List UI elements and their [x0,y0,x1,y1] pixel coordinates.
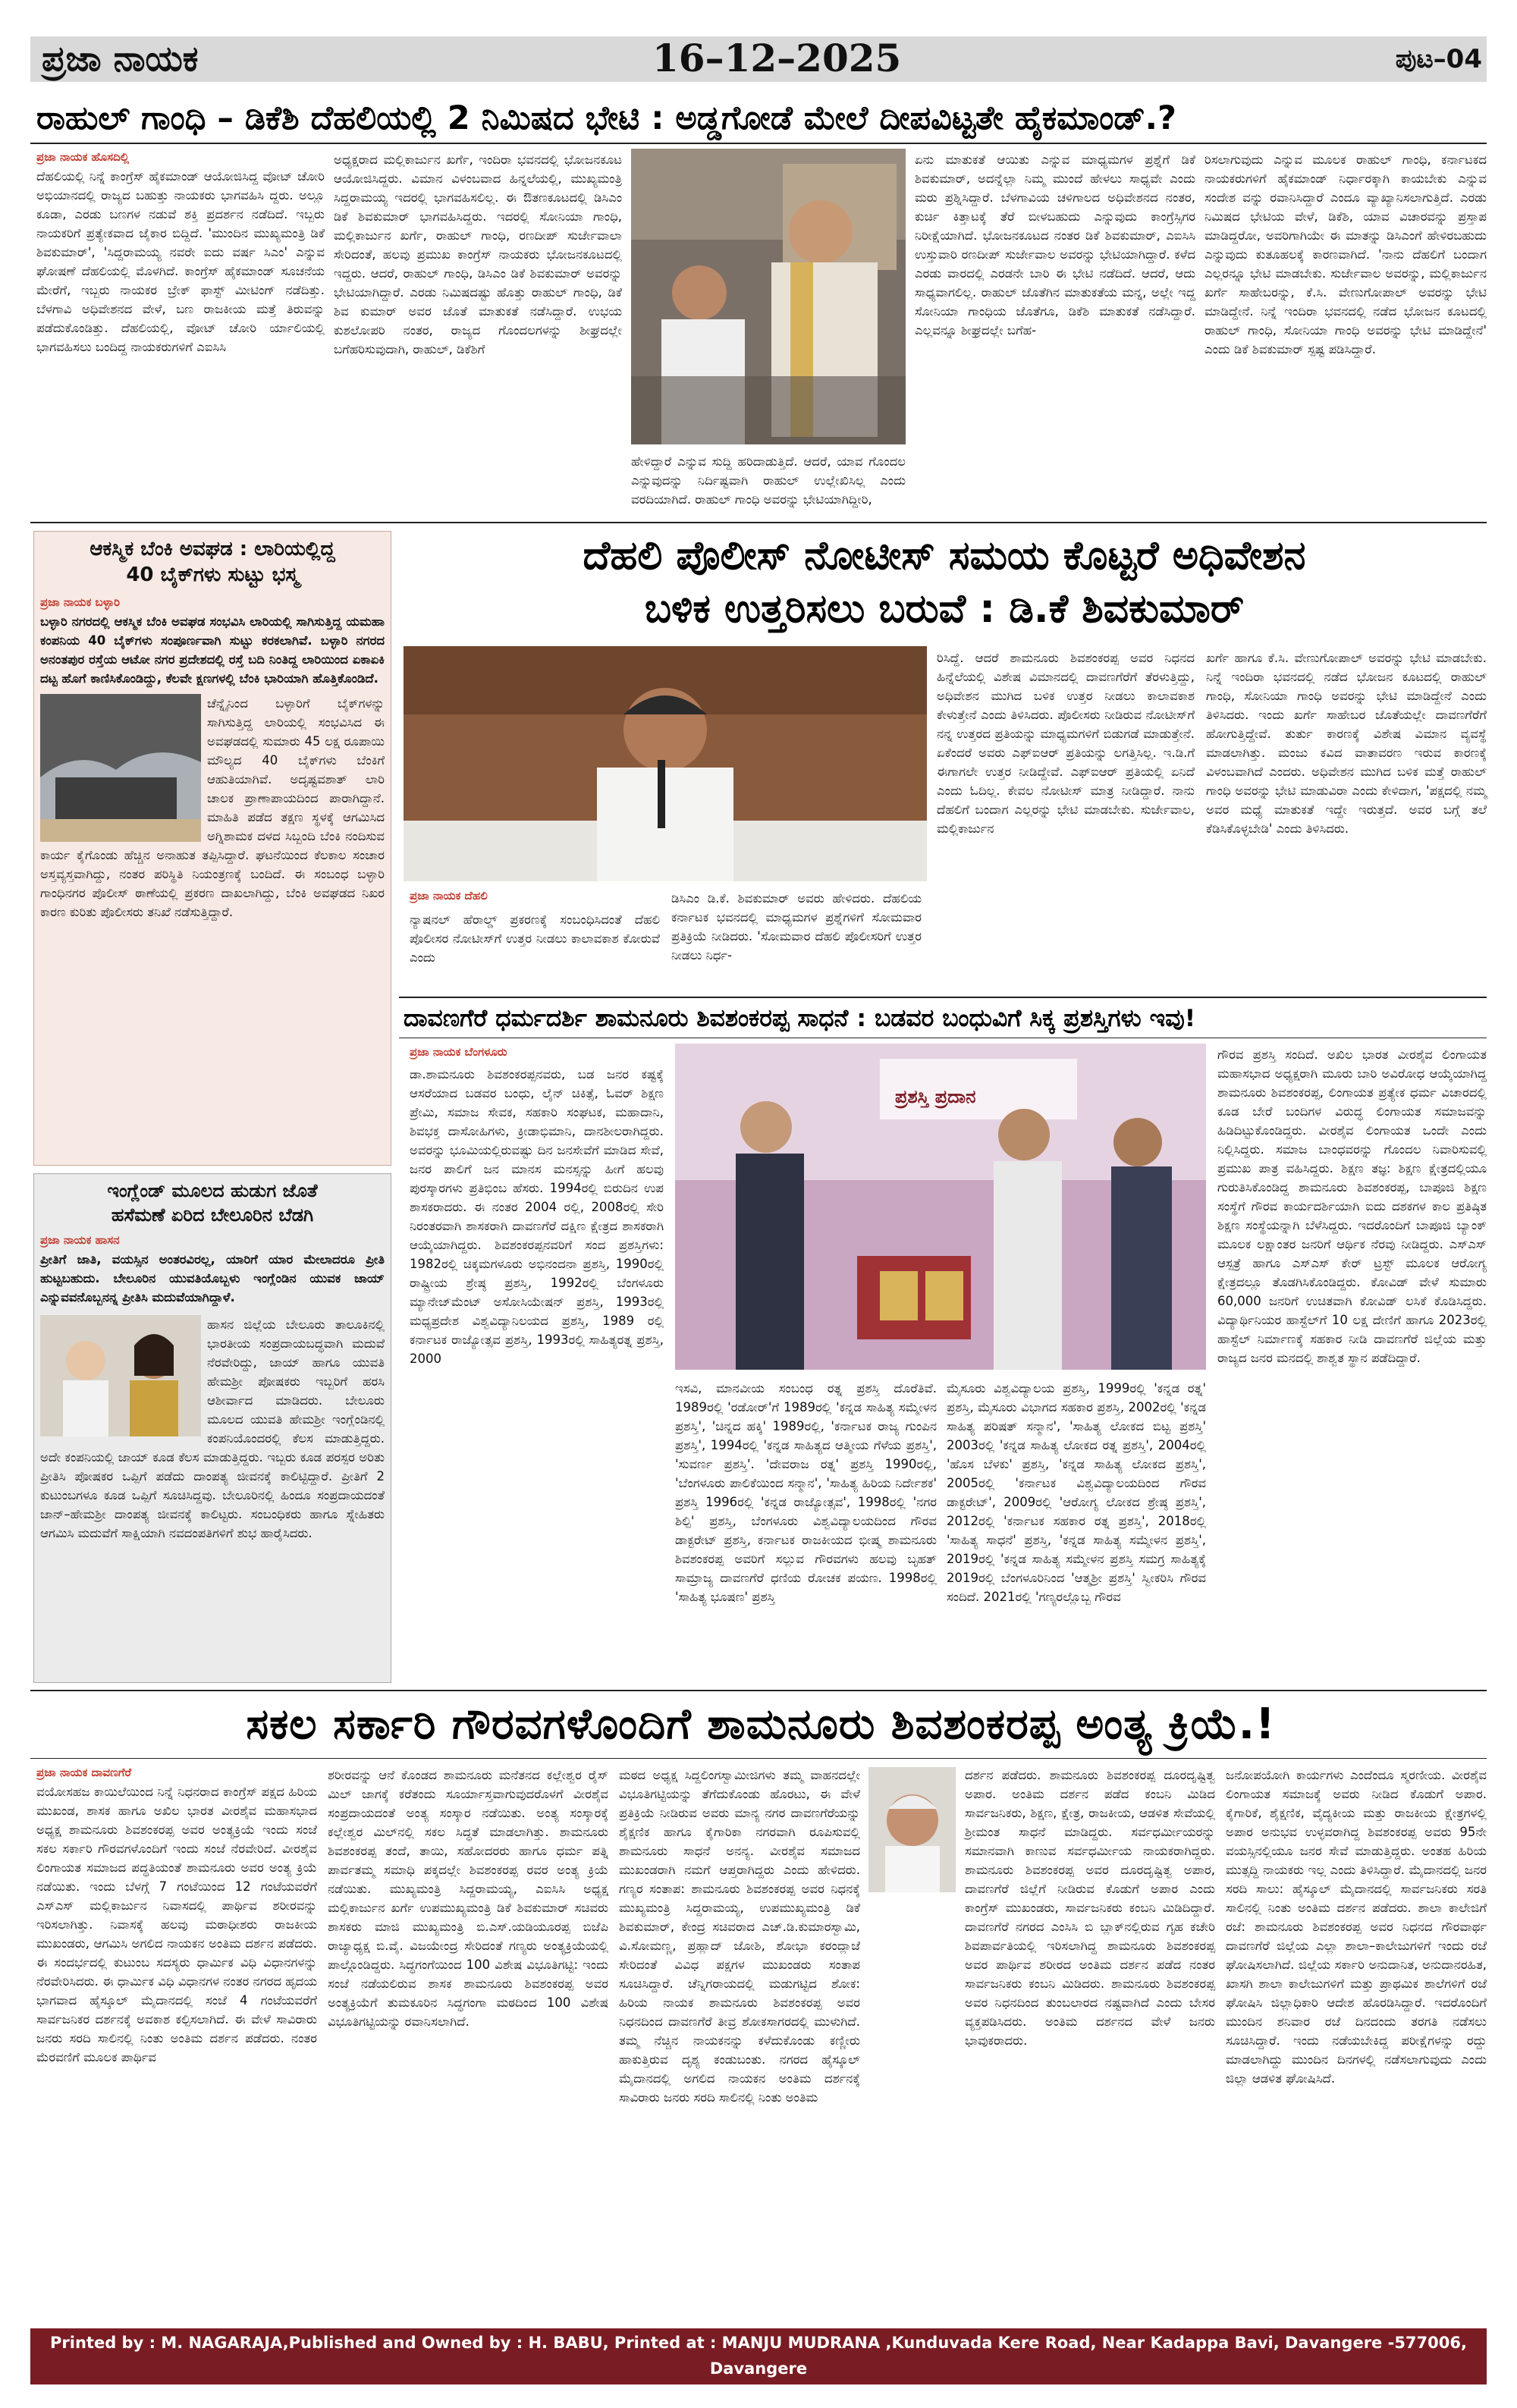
photo-rahul-dks [631,149,906,444]
byline: ಪ್ರಜಾ ನಾಯಕ ಬೆಂಗಳೂರು [410,1045,507,1059]
divider [30,143,1487,144]
photo-truck-fire [40,694,201,842]
dks-column-3: ರಿಸಿದ್ದೆ. ಆದರೆ ಶಾಮನೂರು ಶಿವಶಂಕರಪ್ಪ ಅವರ ನಿಧನದ ಹಿನ್ನೆಲೆಯಲ್ಲಿ ವಿಶೇಷ ವಿಮಾನದಲ್ಲಿ ದಾವಣಗೆರೆಗೆ ತೆರಳುತ್ತಿದ್ದು, ಅಧಿವೇಶನ ಮುಗಿದ ಬಳಿಕ ಉತ್ತರ ನೀಡಲು ಕಾಲಾವಕಾಶ ಕೇಳುತ್ತೇನೆ ಎಂದು ತಿಳಿಸಿದರು. ಪೊಲೀಸರು ನೀಡಿರುವ ನೋಟೀಸ್‌ಗೆ ನನ್ನ ಉತ್ತರದ ಪ್ರತಿಯನ್ನು ಮಾಧ್ಯಮಗಳಿಗೆ ಬಿಡುಗಡೆ ಮಾಡುತ್ತೇನೆ. ಏಕೆಂದರೆ ಅವರು ಎಫ್‌ಐಆರ್ ಪ್ರತಿಯನ್ನು ಲಗತ್ತಿಸಿಲ್ಲ. ಇ.ಡಿ.ಗೆ ಈಗಾಗಲೇ ಉತ್ತರ ನೀಡಿದ್ದೇವೆ. ಎಫ್‌ಐಆರ್ ಪ್ರತಿಯಲ್ಲಿ ಏನಿದೆ ಎಂದು ಓದಿಲ್ಲ. ಕೇವಲ ನೋಟೀಸ್ ಮಾತ್ರ ನೀಡಿದ್ದಾರೆ. ನಾನು ದೆಹಲಿಗೆ ಬಂದಾಗ ಎಲ್ಲರನ್ನು ಭೇಟಿ ಮಾಡಬೇಕು. ಸುರ್ಜೇವಾಲ, ಮಲ್ಲಿಕಾರ್ಜುನ [937,651,1195,836]
awards-column-3: ಮೈಸೂರು ವಿಶ್ವವಿದ್ಯಾಲಯ ಪ್ರಶಸ್ತಿ, 1999ರಲ್ಲಿ 'ಕನ್ನಡ ರತ್ನ' ಪ್ರಶಸ್ತಿ, ಮೈಸೂರು ವಿಭಾಗದ ಸಹಕಾರ ಪ್ರಶಸ್ತಿ, 2002ರಲ್ಲಿ 'ಕನ್ನಡ ಸಾಹಿತ್ಯ ಪರಿಷತ್ ಸನ್ಮಾನ', 'ಸಾಹಿತ್ಯ ಲೋಕದ ಬಿಟ್ಟ ಪ್ರಶಸ್ತಿ' 2003ರಲ್ಲಿ 'ಕನ್ನಡ ಸಾಹಿತ್ಯ ಲೋಕದ ರತ್ನ ಪ್ರಶಸ್ತಿ', 2004ರಲ್ಲಿ 'ಹೊಸ ಬೆಳಕು' ಪ್ರಶಸ್ತಿ, 'ಕನ್ನಡ ಸಾಹಿತ್ಯ ಲೋಕದ ಪ್ರಶಸ್ತಿ', 2005ರಲ್ಲಿ 'ಕರ್ನಾಟಕ ವಿಶ್ವವಿದ್ಯಾಲಯದಿಂದ ಗೌರವ ಡಾಕ್ಟರೇಟ್', 2009ರಲ್ಲಿ 'ಆರೋಗ್ಯ ಲೋಕದ ಶ್ರೇಷ್ಠ ಪ್ರಶಸ್ತಿ', 2012ರಲ್ಲಿ 'ಕರ್ನಾಟಕ ಸಹಕಾರ ರತ್ನ ಪ್ರಶಸ್ತಿ', 2018ರಲ್ಲಿ 'ಸಾಹಿತ್ಯ ಸಾಧನೆ' ಪ್ರಶಸ್ತಿ, 'ಕನ್ನಡ ಸಾಹಿತ್ಯ ಸಮ್ಮೇಳನ ಪ್ರಶಸ್ತಿ', 2019ರಲ್ಲಿ 'ಕನ್ನಡ ಸಾಹಿತ್ಯ ಸಮ್ಮೇಳನ ಪ್ರಶಸ್ತಿ ಸಮಗ್ರ ಸಾಹಿತ್ಯಕ್ಕೆ 2019ರಲ್ಲಿ ಬೆಂಗಳೂರಿನಿಂದ 'ಆತ್ಮಶ್ರೀ ಪ್ರಶಸ್ತಿ' ಸ್ವೀಕರಿಸಿ ಗೌರವ ಸಂದಿದೆ. 2021ರಲ್ಲಿ 'ಗಣ್ಯರಲ್ಲೊಬ್ಬ ಗೌರವ [947,1381,1206,1604]
photo-dk-shivakumar-image [404,646,927,881]
rahul-column-3: ಏನು ಮಾತುಕತೆ ಆಯಿತು ಎನ್ನುವ ಮಾಧ್ಯಮಗಳ ಪ್ರಶ್ನೆಗೆ ಡಿಕೆ ಶಿವಕುಮಾರ್, ಅದನ್ನೆಲ್ಲಾ ನಿಮ್ಮ ಮುಂದೆ ಹೇಳಲು ಸಾಧ್ಯವೇ ಎಂದು ಮರು ಪ್ರಶ್ನಿಸಿದ್ದಾರೆ. ಬೆಳಗಾವಿಯ ಚಳಿಗಾಲದ ಅಧಿವೇಶನದ ನಂತರ, ಕುರ್ಚಿ ಕಿತ್ತಾಟಕ್ಕೆ ತೆರೆ ಬೀಳಬಹುದು ಎನ್ನುವುದು ಕಾಂಗ್ರೆಸ್ಸಿಗರ ನಿರೀಕ್ಷೆಯಾಗಿದೆ. ಭೋಜನಕೂಟದ ನಂತರ ಡಿಕೆ ಶಿವಕುಮಾರ್, ಎಐಸಿಸಿ ಉಸ್ತುವಾರಿ ರಣದೀಪ್ ಸುರ್ಜೇವಾಲ ಅವರನ್ನು ಭೇಟಿಯಾಗಿದ್ದಾರೆ. ಕಳೆದ ಎರಡು ವಾರದಲ್ಲಿ ಎರಡನೇ ಬಾರಿ ಈ ಭೇಟಿ ನಡೆದಿದೆ. ಆದರೆ, ಆದು ಸಾಧ್ಯವಾಗಲಿಲ್ಲ. ರಾಹುಲ್ ಜೊತೆಗಿನ ಮಾತುಕತೆಯ ಮನ್ನ, ಅಲ್ಲೇ ಇದ್ದ ಸೋನಿಯಾ ಗಾಂಧಿಯ ಜೊತೆಗೂ, ಡಿಕೆಶಿ ಮಾತುಕತೆ ನಡೆಸಿದ್ದಾರೆ. ಎಲ್ಲವನ್ನೂ ಶೀಘ್ರದಲ್ಲೇ ಬಗೆಹ- [915,152,1195,337]
photo-rahul-dks-image [631,149,906,444]
photo-truck-fire-image [40,694,201,842]
award-banner-text: ಪ್ರಶಸ್ತಿ ಪ್ರದಾನ [895,1086,976,1107]
funeral-column-1 [36,1766,317,2318]
funeral-column-4: ದರ್ಶನ ಪಡೆದರು. ಶಾಮನೂರು ಶಿವಶಂಕರಪ್ಪ ದೂರದೃಷ್ಟಿತ್ವ ಅಪಾರ. ಅಂತಿಮ ದರ್ಶನ ಪಡೆದ ಕಂಬನಿ ಮಿಡಿದ ಸಾರ್ವಜನಿಕರು, ಶಿಕ್ಷಣ, ಕ್ಷೇತ್ರ, ರಾಜಕೀಯ, ಆಡಳಿತ ಸೇವೆಯಲ್ಲಿ ಶ್ರೀಮಂತ ಸಾಧನೆ ಮಾಡಿದ್ದರು. ಸರ್ವಧರ್ಮೀಯರನ್ನು ಸಮಾನವಾಗಿ ಕಾಣುವ ಸರ್ವಧರ್ಮೀಯ ನಾಯಕರಾಗಿದ್ದರು. ಶಾಮನೂರು ಶಿವಶಂಕರಪ್ಪ ಅವರ ದೂರದೃಷ್ಟಿತ್ವ ಅಪಾರ, ದಾವಣಗೆರೆ ಜಿಲ್ಲೆಗೆ ನೀಡಿರುವ ಕೊಡುಗೆ ಅಪಾರ ಎಂದು ಕಾಂಗ್ರೆಸ್ ಮುಖಂಡರು, ಸಾರ್ವಜನಿಕರು ಕಂಬನಿ ಮಿಡಿದಿದ್ದಾರೆ. ದಾವಣಗೆರೆ ನಗರದ ಎಂಸಿಸಿ ಬಿ ಬ್ಲಾಕ್‌ನಲ್ಲಿರುವ ಗೃಹ ಕಚೇರಿ ಶಿವಪಾರ್ವತಿಯಲ್ಲಿ ಇರಿಸಲಾಗಿದ್ದ ಶಾಮನೂರು ಶಿವಶಂಕರಪ್ಪ ಅವರ ಪಾರ್ಥಿವ ಶರೀರದ ಅಂತಿಮ ದರ್ಶನ ಪಡೆದ ನಂತರ ಸಾರ್ವಜನಿಕರು ಕಂಬನಿ ಮಿಡಿದರು. ಶಾಮನೂರು ಶಿವಶಂಕರಪ್ಪ ಅವರ ನಿಧನದಿಂದ ತುಂಬಲಾರದ ನಷ್ಟವಾಗಿದೆ ಎಂದು ಬೇಸರ ವ್ಯಕ್ತಪಡಿಸಿದರು. ಅಂತಿಮ ದರ್ಶನದ ವೇಳೆ ಜನರು ಭಾವುಕರಾದರು. [965,1768,1215,2048]
divider [30,1758,1487,1759]
england-headline-2: ಹಸೆಮಣೆ ಏರಿದ ಬೇಲೂರಿನ ಬೆಡಗಿ [111,1204,314,1226]
article-text: ವಯೋಸಹಜ ಕಾಯಿಲೆಯಿಂದ ನಿನ್ನೆ ನಿಧನರಾದ ಕಾಂಗ್ರೆಸ್ ಪಕ್ಷದ ಹಿರಿಯ ಮುಖಂಡ, ಶಾಸಕ ಹಾಗೂ ಅಖಿಲ ಭಾರತ ವೀರಶೈವ ಮಹಾಸಭಾದ ಅಧ್ಯಕ್ಷ ಶಾಮನೂರು ಶಿವಶಂಕರಪ್ಪ ಅವರ ಅಂತ್ಯಕ್ರಿಯೆ ಇಂದು ಸಂಜೆ ಸಕಲ ಸರ್ಕಾರಿ ಗೌರವಗಳೊಂದಿಗೆ ಇಂದು ಸಂಜೆ ನೆರವೇರಿದೆ. ವೀರಶೈವ ಲಿಂಗಾಯತ ಸಮಾಜದ ಪದ್ಧತಿಯಂತೆ ಶಾಮನೂರು ಅವರ ಅಂತ್ಯ ಕ್ರಿಯೆ ನಡೆಯಿತು. ಇಂದು ಬೆಳಗ್ಗೆ 7 ಗಂಟೆಯಿಂದ 12 ಗಂಟೆಯವರೆಗೆ ಎಸ್ಎಸ್ ಮಲ್ಲಿಕಾರ್ಜುನ ನಿವಾಸದಲ್ಲಿ ಪಾರ್ಥಿವ ಶರೀರವನ್ನು ಇರಿಸಲಾಗಿತ್ತು. ನಿವಾಸಕ್ಕೆ ಹಲವು ಮಠಾಧೀಶರು ರಾಜಕೀಯ ಮುಖಂಡರು, ಆಗಮಿಸಿ ಅಗಲಿದ ನಾಯಕನ ಅಂತಿಮ ದರ್ಶನ ಪಡೆದರು. ಈ ಸಂದರ್ಭದಲ್ಲಿ ಕುಟುಂಬ ಸದಸ್ಯರು ಧಾರ್ಮಿಕ ವಿಧಿ ವಿಧಾನಗಳನ್ನು ನೆರವೇರಿಸಿದರು. ಈ ಧಾರ್ಮಿಕ ವಿಧಿ ವಿಧಾನಗಳ ನಂತರ ನಗರದ ಹೃದಯ ಭಾಗವಾದ ಹೈಸ್ಕೂಲ್ ಮೈದಾನದಲ್ಲಿ ಸಂಜೆ 4 ಗಂಟೆಯವರೆಗೆ ಸಾರ್ವಜನಿಕರ ದರ್ಶನಕ್ಕೆ ಅವಕಾಶ ಕಲ್ಪಿಸಲಾಗಿದೆ. ಈ ವೇಳೆ ಸಾವಿರಾರು ಜನರು ಸರದಿ ಸಾಲಿನಲ್ಲಿ ನಿಂತು ಅಂತಿಮ ದರ್ಶನ ಪಡೆದರು. ನಂತರ ಮೆರವಣಿಗೆ ಮೂಲಕ ಪಾರ್ಥಿವ [36,1785,317,2064]
divider [30,522,1487,523]
article-text: ದೆಹಲಿಯಲ್ಲಿ ನಿನ್ನೆ ಕಾಂಗ್ರೆಸ್ ಹೈಕಮಾಂಡ್ ಆಯೋಜಿಸಿದ್ದ ವೋಟ್ ಚೋರಿ ಅಭಿಯಾನದಲ್ಲಿ ರಾಜ್ಯದ ಬಹುತ್ತು ನಾಯಕರು ಭಾಗವಹಿಸಿ ದ್ದರು. ಅಲ್ಲೂ ಕೂಡಾ, ಎರಡು ಬಣಗಳ ನಡುವೆ ಶಕ್ತಿ ಪ್ರದರ್ಶನ ನಡೆದಿದೆ. ಇಬ್ಬರು ನಾಯಕರಿಗೆ ಪ್ರತ್ಯೇಕವಾದ ಜೈಕಾರ ಬಿದ್ದಿದೆ. 'ಮುಂದಿನ ಮುಖ್ಯಮಂತ್ರಿ ಡಿಕೆ ಶಿವಕುಮಾರ್', 'ಸಿದ್ದರಾಮಯ್ಯ ನವರೇ ಐದು ವರ್ಷ ಸಿಎಂ' ಎನ್ನುವ ಘೋಷಣೆ ದೆಹಲಿಯಲ್ಲಿ ಮೊಳಗಿದೆ. ಕಾಂಗ್ರೆಸ್ ಹೈಕಮಾಂಡ್ ಸೂಚನೆಯ ಮೇರೆಗೆ, ಇಬ್ಬರು ನಾಯಕರ ಬ್ರೇಕ್ ಫಾಸ್ಟ್ ಮೀಟಿಂಗ್ ನಡೆದಿತ್ತು. ಬೆಳಗಾವಿ ಅಧಿವೇಶನದ ವೇಳೆ, ಬಣ ರಾಜಕೀಯ ಮತ್ತೆ ತಿರುವನ್ನು ಪಡೆದುಕೊಂಡಿತ್ತು. ದೆಹಲಿಯಲ್ಲಿ, ವೋಟ್ ಚೋರಿ ರ್ಯಾಲಿಯಲ್ಲಿ ಭಾಗವಹಿಸಲು ಬಂದಿದ್ದ ನಾಯಕರುಗಳಿಗೆ ಎಐಸಿಸಿ [36,169,325,354]
photo-wedding-couple-image [40,1315,201,1436]
headline-rahul-dks: ರಾಹುಲ್ ಗಾಂಧಿ – ಡಿಕೆಶಿ ದೆಹಲಿಯಲ್ಲಿ 2 ನಿಮಿಷದ ಭೇಟಿ : ಅಡ್ಡಗೋಡೆ ಮೇಲೆ ದೀಪವಿಟ್ಟತೇ ಹೈಕಮಾಂಡ್.? [36,99,1176,137]
imprint-footer [30,2328,1487,2403]
headline-awards: ದಾವಣಗೆರೆ ಧರ್ಮದರ್ಶಿ ಶಾಮನೂರು ಶಿವಶಂಕರಪ್ಪ ಸಾಧನೆ : ಬಡವರ ಬಂಧುವಿಗೆ ಸಿಕ್ಕ ಪ್ರಶಸ್ತಿಗಳು ಇವು! [404,1005,1196,1032]
headline-funeral: ಸಕಲ ಸರ್ಕಾರಿ ಗೌರವಗಳೊಂದಿಗೆ ಶಾಮನೂರು ಶಿವಶಂಕರಪ್ಪ ಅಂತ್ಯ ಕ್ರಿಯೆ.! [246,1700,1276,1749]
dks-column-4: ಖರ್ಗೆ ಹಾಗೂ ಕೆ.ಸಿ. ವೇಣುಗೋಪಾಲ್ ಅವರನ್ನು ಭೇಟಿ ಮಾಡಬೇಕು. ನಿನ್ನೆ ಇಂದಿರಾ ಭವನದಲ್ಲಿ ನಡೆದ ಭೋಜನ ಕೂಟದಲ್ಲಿ ರಾಹುಲ್ ಗಾಂಧಿ, ಸೋನಿಯಾ ಗಾಂಧಿ ಅವರನ್ನು ಭೇಟಿ ಮಾಡಿದ್ದೇನೆ ಎಂದು ತಿಳಿಸಿದರು. ಇಂದು ಖರ್ಗೆ ಸಾಹೇಬರ ಜೊತೆಯಲ್ಲೇ ದಾವಣಗೆರೆಗೆ ಹೋಗುತ್ತಿದ್ದೇವೆ. ತುರ್ತು ಕಾರಣಕ್ಕೆ ವಿಶೇಷ ವಿಮಾನ ವ್ಯವಸ್ಥೆ ಮಾಡಲಾಗಿತ್ತು. ಮಂಜು ಕವಿದ ವಾತಾವರಣ ಇರುವ ಕಾರಣಕ್ಕೆ ವಿಳಂಬವಾಗಿದೆ ಎಂದರು. ಅಧಿವೇಶನ ಮುಗಿದ ಬಳಿಕ ಮತ್ತೆ ರಾಹುಲ್ ಗಾಂಧಿ ಅವರನ್ನು ಭೇಟಿ ಮಾಡುವಿರಾ ಎಂದು ಕೇಳಿದಾಗ, 'ಪಕ್ಷದಲ್ಲಿ ನಮ್ಮ ಅವರ ಮಧ್ಯೆ ಮಾತುಕತೆ ಇದ್ದೇ ಇರುತ್ತದೆ. ಅವರ ಬಗ್ಗೆ ತಲೆ ಕೆಡಿಸಿಕೊಳ್ಳಬೇಡಿ' ಎಂದು ತಿಳಿಸಿದರು. [1206,651,1487,836]
byline: ಪ್ರಜಾ ನಾಯಕ ಬಳ್ಳಾರಿ [40,595,121,609]
fire-body: ಚೆನ್ನೈನಿಂದ ಬಳ್ಳಾರಿಗೆ ಬೈಕ್‌ಗಳನ್ನು ಸಾಗಿಸುತ್ತಿದ್ದ ಲಾರಿಯಲ್ಲಿ ಸಂಭವಿಸಿದ ಈ ಅವಘಡದಲ್ಲಿ ಸುಮಾರು 45 ಲಕ್ಷ ರೂಪಾಯಿ ಮೌಲ್ಯದ 40 ಬೈಕ್‌ಗಳು ಬೆಂಕಿಗೆ ಆಹುತಿಯಾಗಿವೆ. ಅದೃಷ್ಟವಶಾತ್ ಲಾರಿ ಚಾಲಕ ಪ್ರಾಣಾಪಾಯದಿಂದ ಪಾರಾಗಿದ್ದಾನೆ. ಮಾಹಿತಿ ಪಡೆದ ತಕ್ಷಣ ಸ್ಥಳಕ್ಕೆ ಆಗಮಿಸಿದ ಅಗ್ನಿಶಾಮಕ ದಳದ ಸಿಬ್ಬಂದಿ ಬೆಂಕಿ ನಂದಿಸುವ ಕಾರ್ಯ ಕೈಗೊಂಡು ಹೆಚ್ಚಿನ ಅನಾಹುತ ತಪ್ಪಿಸಿದ್ದಾರೆ. ಘಟನೆಯಿಂದ ಕೆಲಕಾಲ ಸಂಚಾರ ಅಸ್ತವ್ಯಸ್ತವಾಗಿದ್ದು, ನಂತರ ಪರಿಸ್ಥಿತಿ ನಿಯಂತ್ರಣಕ್ಕೆ ಬಂದಿದೆ. ಈ ಸಂಬಂಧ ಬಳ್ಳಾರಿ ಗಾಂಧಿನಗರ ಪೊಲೀಸ್ ಠಾಣೆಯಲ್ಲಿ ಪ್ರಕರಣ ದಾಖಲಾಗಿದ್ದು, ಬೆಂಕಿ ಅವಘಡದ ನಿಖರ ಕಾರಣ ಕುರಿತು ಪೊಲೀಸರು ತನಿಖೆ ನಡೆಸುತ್ತಿದ್ದಾರೆ. [40,696,385,919]
funeral-column-5: ಜನೋಪಯೋಗಿ ಕಾರ್ಯಗಳು ಎಂದೆಂದೂ ಸ್ಮರಣೀಯ. ವೀರಶೈವ ಲಿಂಗಾಯತ ಸಮಾಜಕ್ಕೆ ಅವರು ನೀಡಿದ ಕೊಡುಗೆ ಅಪಾರ. ಕೈಗಾರಿಕೆ, ಶೈಕ್ಷಣಿಕ, ವೈದ್ಯಕೀಯ ಮತ್ತು ರಾಜಕೀಯ ಕ್ಷೇತ್ರಗಳಲ್ಲಿ ಅಪಾರ ಅನುಭವ ಉಳ್ಳವರಾಗಿದ್ದ ಶಿವಶಂಕರಪ್ಪ ಅವರು 95ನೇ ವಯಸ್ಸಿನಲ್ಲಿಯೂ ಜನರ ಸೇವೆ ಮಾಡುತ್ತಿದ್ದರು. ಅಂತಹ ಹಿರಿಯ ಮುತ್ಸದ್ದಿ ನಾಯಕರು ಇಲ್ಲ ಎಂದು ತಿಳಿಸಿದ್ದಾರೆ. ಮೈದಾನದಲ್ಲಿ ಜನರ ಸರದಿ ಸಾಲು: ಹೈಸ್ಕೂಲ್ ಮೈದಾನದಲ್ಲಿ ಸಾರ್ವಜನಿಕರು ಸರತಿ ಸಾಲಿನಲ್ಲಿ ನಿಂತು ಅಂತಿಮ ದರ್ಶನ ಪಡೆದರು. ಶಾಲಾ ಕಾಲೇಜಿಗೆ ರಜೆ: ಶಾಮನೂರು ಶಿವಶಂಕರಪ್ಪ ಅವರ ನಿಧನದ ಗೌರವಾರ್ಥ ದಾವಣಗೆರೆ ಜಿಲ್ಲೆಯ ಎಲ್ಲಾ ಶಾಲಾ–ಕಾಲೇಜುಗಳಿಗೆ ಇಂದು ರಜೆ ಘೋಷಿಸಲಾಗಿದೆ. ಜಿಲ್ಲೆಯ ಸರ್ಕಾರಿ ಅನುದಾನಿತ, ಅನುದಾನರಹಿತ, ಖಾಸಗಿ ಶಾಲಾ ಕಾಲೇಜುಗಳಿಗೆ ಮತ್ತು ಪ್ರಾಥಮಿಕ ಶಾಲೆಗಳಿಗೆ ರಜೆ ಘೋಷಿಸಿ ಜಿಲ್ಲಾಧಿಕಾರಿ ಆದೇಶ ಹೊರಡಿಸಿದ್ದಾರೆ. ಇದರೊಂದಿಗೆ ಮುಂದಿನ ಶನಿವಾರ ರಜೆ ದಿನದಂದು ತರಗತಿ ನಡೆಸಲು ಸೂಚಿಸಿದ್ದಾರೆ. ಇಂದು ನಡೆಯಬೇಕಿದ್ದ ಪರೀಕ್ಷೆಗಳನ್ನು ರದ್ದು ಮಾಡಲಾಗಿದ್ದು ಮುಂದಿನ ದಿನಗಳಲ್ಲಿ ನಡೆಸಲಾಗುವುದು ಎಂದು ಜಿಲ್ಲಾ ಆಡಳಿತ ಘೋಷಿಸಿದೆ. [1226,1768,1487,2086]
dks-column-2: ಡಿಸಿಎಂ ಡಿ.ಕೆ. ಶಿವಕುಮಾರ್ ಅವರು ಹೇಳಿದರು. ದೆಹಲಿಯ ಕರ್ನಾಟಕ ಭವನದಲ್ಲಿ ಮಾಧ್ಯಮಗಳ ಪ್ರಶ್ನೆಗಳಿಗೆ ಸೋಮವಾರ ಪ್ರತಿಕ್ರಿಯೆ ನೀಡಿದರು. 'ಸೋಮವಾರ ದೆಹಲಿ ಪೊಲೀಸರಿಗೆ ಉತ್ತರ ನೀಡಲು ನಿರ್ಧ- [671,891,922,962]
photo-dk-shivakumar [404,646,927,881]
headline-dks-line2: ಬಳಿಕ ಉತ್ತರಿಸಲು ಬರುವೆ : ಡಿ.ಕೆ ಶಿವಕುಮಾರ್ [644,586,1245,632]
funeral-column-3: ಮಠದ ಅಧ್ಯಕ್ಷ ಸಿದ್ದಲಿಂಗಸ್ವಾಮೀಜಿಗಳು ತಮ್ಮ ವಾಹನದಲ್ಲೇ ವಿಭೂತಿಗಟ್ಟಿಯನ್ನು ತೆಗೆದುಕೊಂಡು ಹೊರಟು, ಈ ವೇಳೆ ಪ್ರತಿಕ್ರಿಯೆ ನೀಡಿರುವ ಅವರು ಮಾನ್ಯ ನಗರ ದಾವಣಗೆರೆಯನ್ನು ಶೈಕ್ಷಣಿಕ ಹಾಗೂ ಕೈಗಾರಿಕಾ ನಗರವಾಗಿ ರೂಪಿಸುವಲ್ಲಿ ಶಾಮನೂರು ಸಾಧನೆ ಅನನ್ಯ. ವೀರಶೈವ ಸಮಾಜದ ಮುಖಂಡರಾಗಿ ನಮಗೆ ಆಪ್ತರಾಗಿದ್ದರು ಎಂದು ಹೇಳಿದರು. ಗಣ್ಯರ ಸಂತಾಪ: ಶಾಮನೂರು ಶಿವಶಂಕರಪ್ಪ ಅವರ ನಿಧನಕ್ಕೆ ಮುಖ್ಯಮಂತ್ರಿ ಸಿದ್ದರಾಮಯ್ಯ, ಉಪಮುಖ್ಯಮಂತ್ರಿ ಡಿಕೆ ಶಿವಕುಮಾರ್, ಕೇಂದ್ರ ಸಚಿವರಾದ ಎಚ್.ಡಿ.ಕುಮಾರಸ್ವಾಮಿ, ವಿ.ಸೋಮಣ್ಣ, ಪ್ರಹ್ಲಾದ್ ಜೋಶಿ, ಶೋಭಾ ಕರಂದ್ಲಾಜೆ ಸೇರಿದಂತೆ ವಿವಿಧ ಪಕ್ಷಗಳ ಮುಖಂಡರು ಸಂತಾಪ ಸೂಚಿಸಿದ್ದಾರೆ. ಚೆನ್ನಿಗರಾಯದಲ್ಲಿ ಮಡುಗಟ್ಟಿದ ಶೋಕ: ಹಿರಿಯ ನಾಯಕ ಶಾಮನೂರು ಶಿವಶಂಕರಪ್ಪ ಅವರ ನಿಧನದಿಂದ ದಾವಣಗೆರೆ ತೀವ್ರ ಶೋಕಸಾಗರದಲ್ಲಿ ಮುಳುಗಿದೆ. ತಮ್ಮ ನೆಚ್ಚಿನ ನಾಯಕನನ್ನು ಕಳೆದುಕೊಂಡು ಕಣ್ಣೀರು ಹಾಕುತ್ತಿರುವ ದೃಶ್ಯ ಕಂಡುಬಂತು. ನಗರದ ಹೈಸ್ಕೂಲ್ ಮೈದಾನದಲ್ಲಿ ಅಗಲಿದ ನಾಯಕನ ಅಂತಿಮ ದರ್ಶನಕ್ಕೆ ಸಾವಿರಾರು ಜನರು ಸರದಿ ಸಾಲಿನಲ್ಲಿ ನಿಂತು ಅಂತಿಮ [619,1768,860,2105]
newspaper-name: ಪ್ರಜಾ ನಾಯಕ [42,38,199,79]
rahul-column-1 [36,150,325,516]
fire-lead: ಬಳ್ಳಾರಿ ನಗರದಲ್ಲಿ ಆಕಸ್ಮಿಕ ಬೆಂಕಿ ಅವಘಡ ಸಂಭವಿಸಿ ಲಾರಿಯಲ್ಲಿ ಸಾಗಿಸುತ್ತಿದ್ದ ಯಮಹಾ ಕಂಪನಿಯ 40 ಬೈಕ್‌ಗಳು ಸಂಪೂರ್ಣವಾಗಿ ಸುಟ್ಟು ಕರಕಲಾಗಿವೆ. ಬಳ್ಳಾರಿ ನಗರದ ಅನಂತಪುರ ರಸ್ತೆಯ ಆಟೋ ನಗರ ಪ್ರದೇಶದಲ್ಲಿ ರಸ್ತೆ ಬದಿ ನಿಂತಿದ್ದ ಲಾರಿಯಿಂದ ಏಕಾಏಕಿ ದಟ್ಟ ಹೊಗೆ ಕಾಣಿಸಿಕೊಂಡಿದ್ದು, ಕೆಲವೇ ಕ್ಷಣಗಳಲ್ಲಿ ಬೆಂಕಿ ಭಾರಿಯಾಗಿ ಹೊತ್ತಿಕೊಂಡಿದೆ. [40,614,385,686]
imprint-line-1: Printed by : M. NAGARAJA,Published and Owned by : H. BABU, Printed at : MANJU MUDRANA ,Kunduvada Kere Road, Near Kadappa Bavi, Davangere -577006, Davangere [50,2334,1467,2378]
awards-column-1: ಡಾ.ಶಾಮನೂರು ಶಿವಶಂಕರಪ್ಪನವರು, ಬಡ ಜನರ ಕಷ್ಟಕ್ಕೆ ಆಸರೆಯಾದ ಬಡವರ ಬಂಧು, ಲೈನ್ ಚಿಕಿತ್ಸೆ, ಓವರ್ ಶಿಕ್ಷಣ ಪ್ರೇಮಿ, ಸಮಾಜ ಸೇವಕ, ಸಹಕಾರಿ ಸಂಘಟಕ, ಮಹಾದಾನಿ, ಶಿವಭಕ್ತ ದಾಸೋಹಿಗಳು, ಕ್ರೀಡಾಭಿಮಾನಿ, ದಾನಶೀಲರಾಗಿದ್ದರು. ಅವರನ್ನು ಭೂಮಿಯಲ್ಲಿರುವಷ್ಟು ದಿನ ಜನಸೇವೆಗೆ ಮಾಡಿದ ಸೇವೆ, ಜನರ ಪಾಲಿಗೆ ಜನ ಮಾನಸ ಮನಸ್ಸನ್ನು ಹೀಗೆ ಹಲವು ಪುರಸ್ಕಾರಗಳು ಪ್ರತಿಭಿಂಬ ಹೆಸರು. 1994ರಲ್ಲಿ ಬಿರುದಿನ ಉಪ ಶಾಸಕರಾದರು. ಈ ನಂತರ 2004 ರಲ್ಲಿ, 2008ರಲ್ಲಿ ಸೇರಿ ನಿರಂತರವಾಗಿ ಶಾಸಕರಾಗಿ ದಾವಣಗೆರೆ ದಕ್ಷಿಣ ಕ್ಷೇತ್ರದ ಶಾಸಕರಾಗಿ ಆಯ್ಕೆಯಾಗಿದ್ದರು. ಶಿವಶಂಕರಪ್ಪನವರಿಗೆ ಸಂದ ಪ್ರಶಸ್ತಿಗಳು: 1982ರಲ್ಲಿ ಚಿಕ್ಕಮಗಳೂರು ಅಭಿನಂದನಾ ಪ್ರಶಸ್ತಿ, 1990ರಲ್ಲಿ ರಾಷ್ಟ್ರೀಯ ಶ್ರೇಷ್ಠ ಪ್ರಶಸ್ತಿ, 1992ರಲ್ಲಿ ಬೆಂಗಳೂರು ಮ್ಯಾನೇಜ್‌ಮೆಂಟ್ ಅಸೋಸಿಯೇಷನ್ ಪ್ರಶಸ್ತಿ, 1993ರಲ್ಲಿ ಮಧ್ಯಪ್ರದೇಶ ವಿಶ್ವವಿದ್ಯಾನಿಲಯದ ಪ್ರಶಸ್ತಿ, 1989 ರಲ್ಲಿ ಕರ್ನಾಟಕ ರಾಜ್ಯೋತ್ಸವ ಪ್ರಶಸ್ತಿ, 1993ರಲ್ಲಿ ಸಾಹಿತ್ಯರತ್ನ ಪ್ರಶಸ್ತಿ, 2000 [410,1067,664,1366]
england-body: ಹಾಸನ ಜಿಲ್ಲೆಯ ಬೇಲೂರು ತಾಲೂಕಿನಲ್ಲಿ ಭಾರತೀಯ ಸಂಪ್ರದಾಯಬದ್ಧವಾಗಿ ಮದುವೆ ನೆರವೇರಿದ್ದು, ಜಾಯ್ ಹಾಗೂ ಯುವತಿ ಹೇಮಶ್ರೀ ಪೋಷಕರು ಇಬ್ಬರಿಗೆ ಹರಸಿ ಆಶೀರ್ವಾದ ಮಾಡಿದರು. ಬೇಲೂರು ಮೂಲದ ಯುವತಿ ಹೇಮಶ್ರೀ ಇಂಗ್ಲೆಂಡಿನಲ್ಲಿ ಕಂಪನಿಯೊಂದರಲ್ಲಿ ಕೆಲಸ ಮಾಡುತ್ತಿದ್ದರು. ಅದೇ ಕಂಪನಿಯಲ್ಲಿ ಜಾಯ್ ಕೂಡ ಕೆಲಸ ಮಾಡುತ್ತಿದ್ದರು. ಇಬ್ಬರು ಕೂಡ ಪರಸ್ಪರ ಅರಿತು ಪ್ರೀತಿಸಿ ಪೋಷಕರ ಒಪ್ಪಿಗೆ ಪಡೆದು ದಾಂಪತ್ಯ ಜೀವನಕ್ಕೆ ಕಾಲಿಟ್ಟಿದ್ದಾರೆ. ಪ್ರೀತಿಗೆ 2 ಕುಟುಂಬಗಳೂ ಕೂಡ ಒಪ್ಪಿಗೆ ಸೂಚಿಸಿದ್ದವು. ಬೇಲೂರಿನಲ್ಲಿ ಹಿಂದೂ ಸಂಪ್ರದಾಯದಂತೆ ಜಾನ್–ಹೇಮಶ್ರೀ ದಾಂಪತ್ಯ ಜೀವನಕ್ಕೆ ಕಾಲಿಟ್ಟರು. ಸಂಬಂಧಿಕರು ಹಾಗೂ ಸ್ನೇಹಿತರು ಆಗಮಿಸಿ ಮದುವೆಗೆ ಸಾಕ್ಷಿಯಾಗಿ ನವದಂಪತಿಗಳಿಗೆ ಶುಭ ಹಾರೈಸಿದರು. [40,1317,385,1540]
fire-story-box [33,531,391,1166]
awards-column-4: ಗೌರವ ಪ್ರಶಸ್ತಿ ಸಂದಿದೆ. ಅಖಿಲ ಭಾರತ ವೀರಶೈವ ಲಿಂಗಾಯತ ಮಹಾಸಭಾದ ಅಧ್ಯಕ್ಷರಾಗಿ ಮೂರು ಬಾರಿ ಅವಿರೋಧ ಆಯ್ಕೆಯಾಗಿದ್ದ ಶಾಮನೂರು ಶಿವಶಂಕರಪ್ಪ, ಲಿಂಗಾಯತ ಪ್ರತ್ಯೇಕ ಧರ್ಮ ವಿಚಾರದಲ್ಲಿ ಕೂಡ ಬೇರೆ ಬಂದಿಗಳ ವಿರುದ್ಧ ಲಿಂಗಾಯತ ಸಮಾಜವನ್ನು ಹಿಡಿದಿಟ್ಟುಕೊಂಡಿದ್ದರು. ವೀರಶೈವ ಲಿಂಗಾಯತ ಒಂದೇ ಎಂದು ನಿಲ್ಲಿಸಿದ್ದರು. ಸಮಾಜ ಬಾಂಧವರನ್ನು ಗೊಂದಲ ನಿವಾರಿಸುವಲ್ಲಿ ಪ್ರಮುಖ ಪಾತ್ರ ವಹಿಸಿದ್ದರು. ಶಿಕ್ಷಣ ತಜ್ಞ: ಶಿಕ್ಷಣ ಕ್ಷೇತ್ರದಲ್ಲಿಯೂ ಗುರುತಿಸಿಕೊಂಡಿದ್ದ ಶಾಮನೂರು ಶಿವಶಂಕರಪ್ಪ, ಬಾಪೂಜಿ ಶಿಕ್ಷಣ ಸಂಸ್ಥೆಗೆ ಗೌರವ ಕಾರ್ಯದರ್ಶಿಯಾಗಿ ಐದು ದಶಕಗಳ ಕಾಲ ಪ್ರತಿಷ್ಠಿತ ಶಿಕ್ಷಣ ಸಂಸ್ಥೆಯನ್ನಾಗಿ ಬೆಳೆಸಿದ್ದರು. ಇದರೊಂದಿಗೆ ಬಾಪೂಜಿ ಬ್ಯಾಂಕ್ ಮೂಲಕ ಲಕ್ಷಾಂತರ ಜನರಿಗೆ ಆರ್ಥಿಕ ನೆರವು ನೀಡಿದ್ದರು. ಎಸ್‌ಎಸ್ ಆಸ್ಪತ್ರೆ ಹಾಗೂ ಎಸ್‌ಎಸ್ ಕೇರ್ ಟ್ರಸ್ಟ್ ಮೂಲಕ ಆರೋಗ್ಯ ಕ್ಷೇತ್ರದಲ್ಲೂ ತೊಡಗಿಸಿಕೊಂಡಿದ್ದರು. ಕೋವಿಡ್ ವೇಳೆ ಸುಮಾರು 60,000 ಜನರಿಗೆ ಉಚಿತವಾಗಿ ಕೋವಿಡ್ ಲಸಿಕೆ ಕೊಡಿಸಿದ್ದರು. ವಿದ್ಯಾರ್ಥಿನಿಯರ ಹಾಸ್ಟೆಲ್‌ಗೆ 10 ಲಕ್ಷ ದೇಣಿಗೆ ಹಾಗೂ 2023ರಲ್ಲಿ ಹಾಸ್ಟೆಲ್ ನಿರ್ಮಾಣಕ್ಕೆ ಸಹಕಾರ ನೀಡಿ ದಾವಣಗೆರೆ ಜಿಲ್ಲೆಯ ಮತ್ತು ರಾಜ್ಯದ ಜನರ ಮನದಲ್ಲಿ ಶಾಶ್ವತ ಸ್ಥಾನ ಪಡೆದಿದ್ದಾರೆ. [1217,1047,1487,1365]
byline: ಪ್ರಜಾ ನಾಯಕ ದಾವಣಗೆರೆ [36,1766,132,1779]
fire-headline-2: 40 ಬೈಕ್‌ಗಳು ಸುಟ್ಟು ಭಸ್ಮ [126,564,299,586]
divider [399,997,1487,998]
page-number: ಪುಟ–04 [1395,44,1482,74]
photo-shamanur-portrait [868,1767,956,1892]
headline-dks-line1: ದೆಹಲಿ ಪೊಲೀಸ್ ನೋಟೀಸ್ ಸಮಯ ಕೊಟ್ಟರೆ ಅಧಿವೇಶನ [583,533,1306,579]
imprint-line-2: Dist, Karnataka Published at : At No .89, Marenahalli 577528, Jagalur Town, Davangere Dist, Karnataka. Editor : H. BABU. [212,2385,1305,2403]
byline: ಪ್ರಜಾ ನಾಯಕ ಹಾಸನ [40,1233,120,1247]
divider [30,1690,1487,1691]
fire-headline-1: ಆಕಸ್ಮಿಕ ಬೆಂಕಿ ಅವಘಡ : ಲಾರಿಯಲ್ಲಿದ್ದ [90,538,335,560]
issue-date: 16–12–2025 [652,36,902,80]
photo-shamanur-portrait-image [868,1767,956,1892]
byline: ಪ್ರಜಾ ನಾಯಕ ದೆಹಲಿ [410,889,488,903]
rahul-column-4: ರಿಸಲಾಗುವುದು ಎನ್ನುವ ಮೂಲಕ ರಾಹುಲ್ ಗಾಂಧಿ, ಕರ್ನಾಟಕದ ನಾಯಕರುಗಳಿಗೆ ಹೈಕಮಾಂಡ್ ನಿರ್ಧಾರಕ್ಕಾಗಿ ಕಾಯಬೇಕು ಎನ್ನುವ ಸಂದೇಶ ವನ್ನು ರವಾನಿಸಿದ್ದಾರೆ ಎಂದೂ ವ್ಯಾಖ್ಯಾನಿಸಲಾಗುತ್ತಿದೆ. ಎರಡು ನಿಮಿಷದ ಭೇಟಿಯ ವೇಳೆ, ಡಿಕೆಶಿ, ಯಾವ ವಿಚಾರವನ್ನು ಪ್ರಸ್ತಾಪ ಮಾಡಿದ್ದರೋ, ಅವರಿಗಾಗಿಯೇ ಈ ಮಾತನ್ನು ಡಿಸಿಎಂಗೆ ಹೇಳಿರಬಹುದು ಎನ್ನುವುದು ಕುತೂಹಲಕ್ಕೆ ಕಾರಣವಾಗಿದೆ. 'ನಾನು ದೆಹಲಿಗೆ ಬಂದಾಗ ಎಲ್ಲರನ್ನೂ ಭೇಟಿ ಮಾಡಬೇಕು. ಸುರ್ಜೇವಾಲ ಅವರನ್ನು, ಮಲ್ಲಿಕಾರ್ಜುನ ಖರ್ಗೆ ಸಾಹೇಬರನ್ನು, ಕೆ.ಸಿ. ವೇಣುಗೋಪಾಲ್ ಅವರನ್ನು ಭೇಟಿ ಮಾಡಿದ್ದೇನೆ. ನಿನ್ನೆ ಇಂದಿರಾ ಭವನದಲ್ಲಿ ನಡೆದ ಭೋಜನ ಕೂಟದಲ್ಲಿ ರಾಹುಲ್ ಗಾಂಧಿ, ಸೋನಿಯಾ ಗಾಂಧಿ ಅವರನ್ನು ಭೇಟಿ ಮಾಡಿದ್ದೇನೆ' ಎಂದು ಡಿಕೆ ಶಿವಕುಮಾರ್ ಸ್ಪಷ್ಟ ಪಡಿಸಿದ್ದಾರೆ. [1204,152,1487,356]
england-headline-1: ಇಂಗ್ಲೆಂಡ್ ಮೂಲದ ಹುಡುಗ ಜೊತೆ [107,1180,318,1201]
photo-wedding-couple [40,1315,201,1436]
rahul-photo-caption: ಹೇಳಿದ್ದಾರೆ ಎನ್ನುವ ಸುದ್ದಿ ಹರಿದಾಡುತ್ತಿದೆ. ಆದರೆ, ಯಾವ ಗೊಂದಲ ಎನ್ನುವುದನ್ನು ನಿರ್ದಿಷ್ಟವಾಗಿ ರಾಹುಲ್ ಉಲ್ಲೇಖಿಸಿಲ್ಲ ಎಂದು ವರದಿಯಾಗಿದೆ. ರಾಹುಲ್ ಗಾಂಧಿ ಅವರನ್ನು ಭೇಟಿಯಾಗಿದ್ದೀರಿ, [631,454,906,507]
byline: ಪ್ರಜಾ ನಾಯಕ ಹೊಸದಿಲ್ಲಿ [36,150,130,164]
photo-award-ceremony [675,1044,1206,1370]
rahul-column-2: ಅಧ್ಯಕ್ಷರಾದ ಮಲ್ಲಿಕಾರ್ಜುನ ಖರ್ಗೆ, ಇಂದಿರಾ ಭವನದಲ್ಲಿ ಭೋಜನಕೂಟ ಆಯೋಜಿಸಿದ್ದರು. ವಿಮಾನ ವಿಳಂಬವಾದ ಹಿನ್ನಲೆಯಲ್ಲಿ, ಮುಖ್ಯಮಂತ್ರಿ ಸಿದ್ದರಾಮಯ್ಯ ಇದರಲ್ಲಿ ಭಾಗವಹಿಸಲಿಲ್ಲ. ಈ ಔತಣಕೂಟದಲ್ಲಿ ಡಿಸಿಎಂ ಡಿಕೆ ಶಿವಕುಮಾರ್ ಭಾಗವಹಿಸಿದ್ದರು. ಇದರಲ್ಲಿ ಸೋನಿಯಾ ಗಾಂಧಿ, ಮಲ್ಲಿಕಾರ್ಜುನ ಖರ್ಗೆ, ರಾಹುಲ್ ಗಾಂಧಿ, ರಣದೀಪ್ ಸುರ್ಜೇವಾಲಾ ಸೇರಿದಂತೆ, ಹಲವು ಪ್ರಮುಖ ಕಾಂಗ್ರೆಸ್ ನಾಯಕರು ಭೋಜನಕೂಟದಲ್ಲಿ ಇದ್ದರು. ಆದರೆ, ರಾಹುಲ್ ಗಾಂಧಿ, ಡಿಸಿಎಂ ಡಿಕೆ ಶಿವಕುಮಾರ್ ಅವರನ್ನು ಭೇಟಿಯಾಗಿದ್ದಾರೆ. ಎರಡು ನಿಮಿಷದಷ್ಟು ಹೊತ್ತು ರಾಹುಲ್ ಗಾಂಧಿ, ಡಿಕೆ ಶಿವ ಕುಮಾರ್ ಅವರ ಜೊತೆ ಮಾತುಕತೆ ನಡೆಸಿದ್ದಾರೆ. ಉಭಯ ಕುಶಲೋಪರಿ ನಂತರ, ರಾಜ್ಯದ ಗೊಂದಲಗಳನ್ನು ಶೀಘ್ರದಲ್ಲೇ ಬಗೆಹರಿಸುವುದಾಗಿ, ರಾಹುಲ್, ಡಿಕೆಶಿಗೆ [334,152,622,356]
england-lead: ಪ್ರೀತಿಗೆ ಜಾತಿ, ವಯಸ್ಸಿನ ಅಂತರವಿರಲ್ಲ, ಯಾರಿಗೆ ಯಾರ ಮೇಲಾದರೂ ಪ್ರೀತಿ ಹುಟ್ಟಬಹುದು. ಬೇಲೂರಿನ ಯುವತಿಯೊಬ್ಬಳು ಇಂಗ್ಲೆಂಡಿನ ಯುವಕ ಜಾಯ್ ಎನ್ನುವವನೊಬ್ಬನನ್ನ ಪ್ರೀತಿಸಿ ಮದುವೆಯಾಗಿದ್ದಾಳೆ. [40,1252,385,1304]
funeral-column-2: ಶರೀರವನ್ನು ಆನೆ ಕೊಂಡದ ಶಾಮನೂರು ಮನೆತನದ ಕಲ್ಲೇಶ್ವರ ರೈಸ್ ಮಿಲ್ ಜಾಗಕ್ಕೆ ಕರೆತಂದು ಸೂರ್ಯಾಸ್ತವಾಗುವುದರೊಳಗೆ ವೀರಶೈವ ಸಂಪ್ರದಾಯದಂತೆ ಅಂತ್ಯ ಸಂಸ್ಕಾರ ನಡೆಯಿತು. ಅಂತ್ಯ ಸಂಸ್ಕಾರಕ್ಕೆ ಕಲ್ಲೇಶ್ವರ ಮಿಲ್‌ನಲ್ಲಿ ಸಕಲ ಸಿದ್ಧತೆ ಮಾಡಲಾಗಿತ್ತು. ಶಾಮನೂರು ಶಿವಶಂಕರಪ್ಪ ತಂದೆ, ತಾಯಿ, ಸಹೋದರರು ಹಾಗೂ ಧರ್ಮ ಪತ್ನಿ ಪಾರ್ವತಮ್ಮ ಸಮಾಧಿ ಪಕ್ಕದಲ್ಲೇ ಶಿವಶಂಕರಪ್ಪ ರವರ ಅಂತ್ಯ ಕ್ರಿಯೆ ನಡೆಯಿತು. ಮುಖ್ಯಮಂತ್ರಿ ಸಿದ್ದರಾಮಯ್ಯ, ಎಐಸಿಸಿ ಅಧ್ಯಕ್ಷ ಮಲ್ಲಿಕಾರ್ಜುನ ಖರ್ಗೆ ಉಪಮುಖ್ಯಮಂತ್ರಿ ಡಿಕೆ ಶಿವಕುಮಾರ್ ಸಚಿವರು ಶಾಸಕರು ಮಾಜಿ ಮುಖ್ಯಮಂತ್ರಿ ಬಿ.ಎಸ್.ಯಡಿಯೂರಪ್ಪ ಬಿಜೆಪಿ ರಾಜ್ಯಾಧ್ಯಕ್ಷ ಬಿ.ವೈ. ವಿಜಯೇಂದ್ರ ಸೇರಿದಂತೆ ಗಣ್ಯರು ಅಂತ್ಯಕ್ರಿಯೆಯಲ್ಲಿ ಪಾಲ್ಗೊಂಡಿದ್ದರು. ಸಿದ್ಧಗಂಗೆಯಿಂದ 100 ವಿಶೇಷ ವಿಭೂತಿಗಟ್ಟಿ: ಇಂದು ಸಂಜೆ ನಡೆಯಲಿರುವ ಶಾಸಕ ಶಾಮನೂರು ಶಿವಶಂಕರಪ್ಪ ಅವರ ಅಂತ್ಯಕ್ರಿಯೆಗೆ ತುಮಕೂರಿನ ಸಿದ್ಧಗಂಗಾ ಮಠದಿಂದ 100 ವಿಶೇಷ ವಿಭೂತಿಗಟ್ಟಿಯನ್ನು ರವಾನಿಸಲಾಗಿದೆ. [328,1768,608,2029]
dks-column-1: ನ್ಯಾಷನಲ್ ಹೆರಾಲ್ಡ್ ಪ್ರಕರಣಕ್ಕೆ ಸಂಬಂಧಿಸಿದಂತೆ ದೆಹಲಿ ಪೊಲೀಸರ ನೋಟೀಸ್‌ಗೆ ಉತ್ತರ ನೀಡಲು ಕಾಲಾವಕಾಶ ಕೋರುವೆ ಎಂದು [410,912,660,965]
england-story-box [33,1173,391,1683]
awards-column-2: ಇಸವಿ, ಮಾನವೀಯ ಸಂಬಂಧ ರತ್ನ ಪ್ರಶಸ್ತಿ ದೊರೆತಿವೆ. 1989ರಲ್ಲಿ 'ರಡೋರ್'ಗೆ 1989ರಲ್ಲಿ 'ಕನ್ನಡ ಸಾಹಿತ್ಯ ಸಮ್ಮೇಳನ ಪ್ರಶಸ್ತಿ', 'ಚಿನ್ನದ ಹಕ್ಕಿ' 1989ರಲ್ಲಿ, 'ಕರ್ನಾಟಕ ರಾಜ್ಯ ಗುಂಪಿನ ಪ್ರಶಸ್ತಿ', 1994ರಲ್ಲಿ 'ಕನ್ನಡ ಸಾಹಿತ್ಯದ ಆತ್ಮೀಯ ಗೆಳೆಯ ಪ್ರಶಸ್ತಿ', 'ಸುವರ್ಣ ಪ್ರಶಸ್ತಿ'. 'ದೇವರಾಜ ರತ್ನ' ಪ್ರಶಸ್ತಿ 1990ರಲ್ಲಿ, 'ಬೆಂಗಳೂರು ಪಾಲಿಕೆಯಿಂದ ಸನ್ಮಾನ', 'ಸಾಹಿತ್ಯ ಹಿರಿಯ ನಿರ್ದೇಶಕ' ಪ್ರಶಸ್ತಿ 1996ರಲ್ಲಿ 'ಕನ್ನಡ ರಾಜ್ಯೋತ್ಸವ', 1998ರಲ್ಲಿ 'ನಗರ ಶಿಲ್ಪಿ' ಪ್ರಶಸ್ತಿ, ಬೆಂಗಳೂರು ವಿಶ್ವವಿದ್ಯಾಲಯದಿಂದ ಗೌರವ ಡಾಕ್ಟರೇಟ್ ಪ್ರಶಸ್ತಿ, ಕರ್ನಾಟಕ ರಾಜಕೀಯದ ಭೀಷ್ಮ ಶಾಮನೂರು ಶಿವಶಂಕರಪ್ಪ ಅವರಿಗೆ ಸಲ್ಲುವ ಗೌರವಗಳು ಹಲವು ಬೃಹತ್ ಸಾಮ್ರಾಜ್ಯ ದಾವಣಗೆರೆ ಧಣಿಯ ರೋಚಕ ಪಯಣ. 1998ರಲ್ಲಿ 'ಸಾಹಿತ್ಯ ಭೂಷಣ' ಪ್ರಶಸ್ತಿ [675,1381,937,1604]
